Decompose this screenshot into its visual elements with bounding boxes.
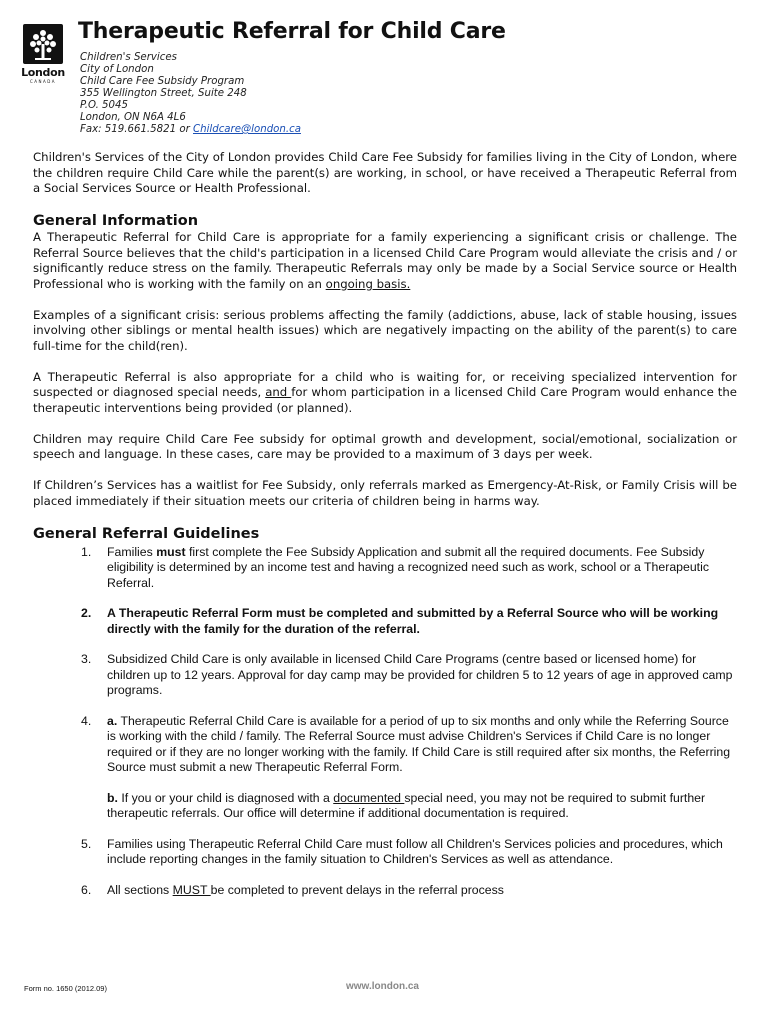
email-link[interactable]: Childcare@london.ca bbox=[193, 124, 301, 135]
info-paragraph-4: Children may require Child Care Fee subsidy for optimal growth and development, social/emotional, socialization or speech and language. In these cases, care may be provided to a maximum of 3 days per week. bbox=[33, 431, 737, 461]
list-number: 3. bbox=[81, 652, 92, 666]
city-logo bbox=[20, 24, 66, 84]
general-information-heading: General Information bbox=[33, 213, 199, 229]
item-text: be completed to prevent delays in the referral process bbox=[210, 882, 504, 897]
info-paragraph-5: If Children’s Services has a waitlist for Fee Subsidy, only referrals marked as Emergency-At-Risk, or Family Crisis will be placed immediately if their situation meets our criteria of children being in harms way. bbox=[33, 478, 737, 508]
logo-country-name: CANADA bbox=[29, 79, 56, 84]
item-text: Subsidized Child Care is only available in licensed Child Care Programs (centre based or licensed home) for children up to 12 years. Approval for day camp may be provided for children 5 to 12 years of age in approved camp programs. bbox=[107, 652, 733, 697]
must-underline: MUST bbox=[172, 882, 211, 897]
guidelines-heading: General Referral Guidelines bbox=[33, 525, 260, 542]
list-item bbox=[33, 883, 737, 899]
list-number: 1. bbox=[81, 544, 92, 559]
list-item bbox=[33, 606, 737, 637]
info-paragraph-3-text-b: for whom participation in a licensed Child Care Program would enhance the therapeutic interventions being provided (or planned). bbox=[33, 385, 737, 415]
item-text: special need, you may not be required to submit further therapeutic referrals. Our office will determine if additional documentation is required. bbox=[107, 790, 706, 820]
address-line: City of London bbox=[80, 64, 154, 75]
logo-city-name: London bbox=[21, 66, 65, 79]
item-text: If you or your child is diagnosed with a bbox=[117, 790, 334, 805]
list-number: 5. bbox=[81, 836, 92, 851]
page-title: Therapeutic Referral for Child Care bbox=[78, 19, 506, 44]
guidelines-list bbox=[33, 545, 737, 899]
fax-text: Fax: 519.661.5821 or bbox=[80, 124, 193, 135]
address-line: P.O. 5045 bbox=[80, 100, 128, 111]
contact-address bbox=[80, 52, 301, 136]
info-paragraph-3-text-a: A Therapeutic Referral is also appropriate for a child who is waiting for, or receiving specialized intervention for suspected or diagnosed special needs, bbox=[33, 369, 737, 399]
sub-label: b. bbox=[107, 790, 118, 805]
tree-icon bbox=[23, 24, 63, 64]
list-item bbox=[33, 652, 737, 699]
item-text: Therapeutic Referral Child Care is available for a period of up to six months and only while the Referring Source is working with the child / family. The Referral Source must advise Children's Services if Child Care is no longer required or if they are no longer working with the family. If Child Care is still required after six months, the Referring Source must submit a new Therapeutic Referral Form. bbox=[107, 713, 731, 774]
info-paragraph-1 bbox=[33, 230, 737, 292]
must-emphasis: must bbox=[156, 544, 186, 559]
info-paragraph-3 bbox=[33, 370, 737, 417]
address-line: Children's Services bbox=[80, 52, 177, 63]
intro-paragraph: Children's Services of the City of London provides Child Care Fee Subsidy for families living in the City of London, where the children require Child Care while the parent(s) are working, in school, or have received a Therapeutic Referral from a Social Services Source or Health Professional. bbox=[33, 150, 737, 195]
item-text: Families using Therapeutic Referral Child Care must follow all Children's Services policies and procedures, which include reporting changes in the family situation to Children's Services as well as attendance. bbox=[107, 836, 723, 866]
website-footer: www.london.ca bbox=[346, 981, 419, 992]
fax-line bbox=[80, 124, 301, 136]
item-text: Families bbox=[107, 544, 157, 559]
list-number: 6. bbox=[81, 882, 92, 897]
documented-emphasis: documented bbox=[333, 790, 405, 805]
list-item bbox=[33, 714, 737, 822]
item-text: A Therapeutic Referral Form must be completed and submitted by a Referral Source who will be working directly with the family for the duration of the referral. bbox=[107, 606, 719, 636]
and-emphasis: and bbox=[265, 385, 292, 399]
list-number: 2. bbox=[81, 606, 92, 620]
sub-label: a. bbox=[107, 713, 118, 728]
item-text: first complete the Fee Subsidy Application and submit all the required documents. Fee Subsidy eligibility is determined by an income test and having a recognized need such as work, school or a Therapeutic Referral. bbox=[107, 544, 709, 590]
sub-item-a bbox=[107, 714, 730, 775]
document-body bbox=[33, 150, 737, 898]
item-text: All sections bbox=[107, 882, 173, 897]
info-paragraph-1-text: A Therapeutic Referral for Child Care is appropriate for a family experiencing a significant crisis or challenge. The Referral Source believes that the child's participation in a licensed Child Care Program would alleviate the crisis and / or significantly reduce stress on the family. Therapeutic Referrals may only be made by a Social Service source or Health Professional who is working with the family on an bbox=[33, 230, 737, 291]
ongoing-basis-emphasis: ongoing basis. bbox=[325, 276, 411, 291]
address-line: London, ON N6A 4L6 bbox=[80, 112, 186, 123]
list-item bbox=[33, 837, 737, 868]
info-paragraph-2: Examples of a significant crisis: serious problems affecting the family (addictions, abuse, lack of stable housing, issues involving other siblings or mental health issues) which are negatively impacting on the ability of the parent(s) to care full-time for the child(ren). bbox=[33, 307, 737, 353]
list-number: 4. bbox=[81, 713, 92, 728]
address-line: Child Care Fee Subsidy Program bbox=[80, 76, 245, 87]
list-item bbox=[33, 545, 737, 592]
form-number: Form no. 1650 (2012.09) bbox=[24, 984, 107, 993]
sub-item-b bbox=[107, 791, 737, 822]
address-line: 355 Wellington Street, Suite 248 bbox=[80, 88, 247, 99]
